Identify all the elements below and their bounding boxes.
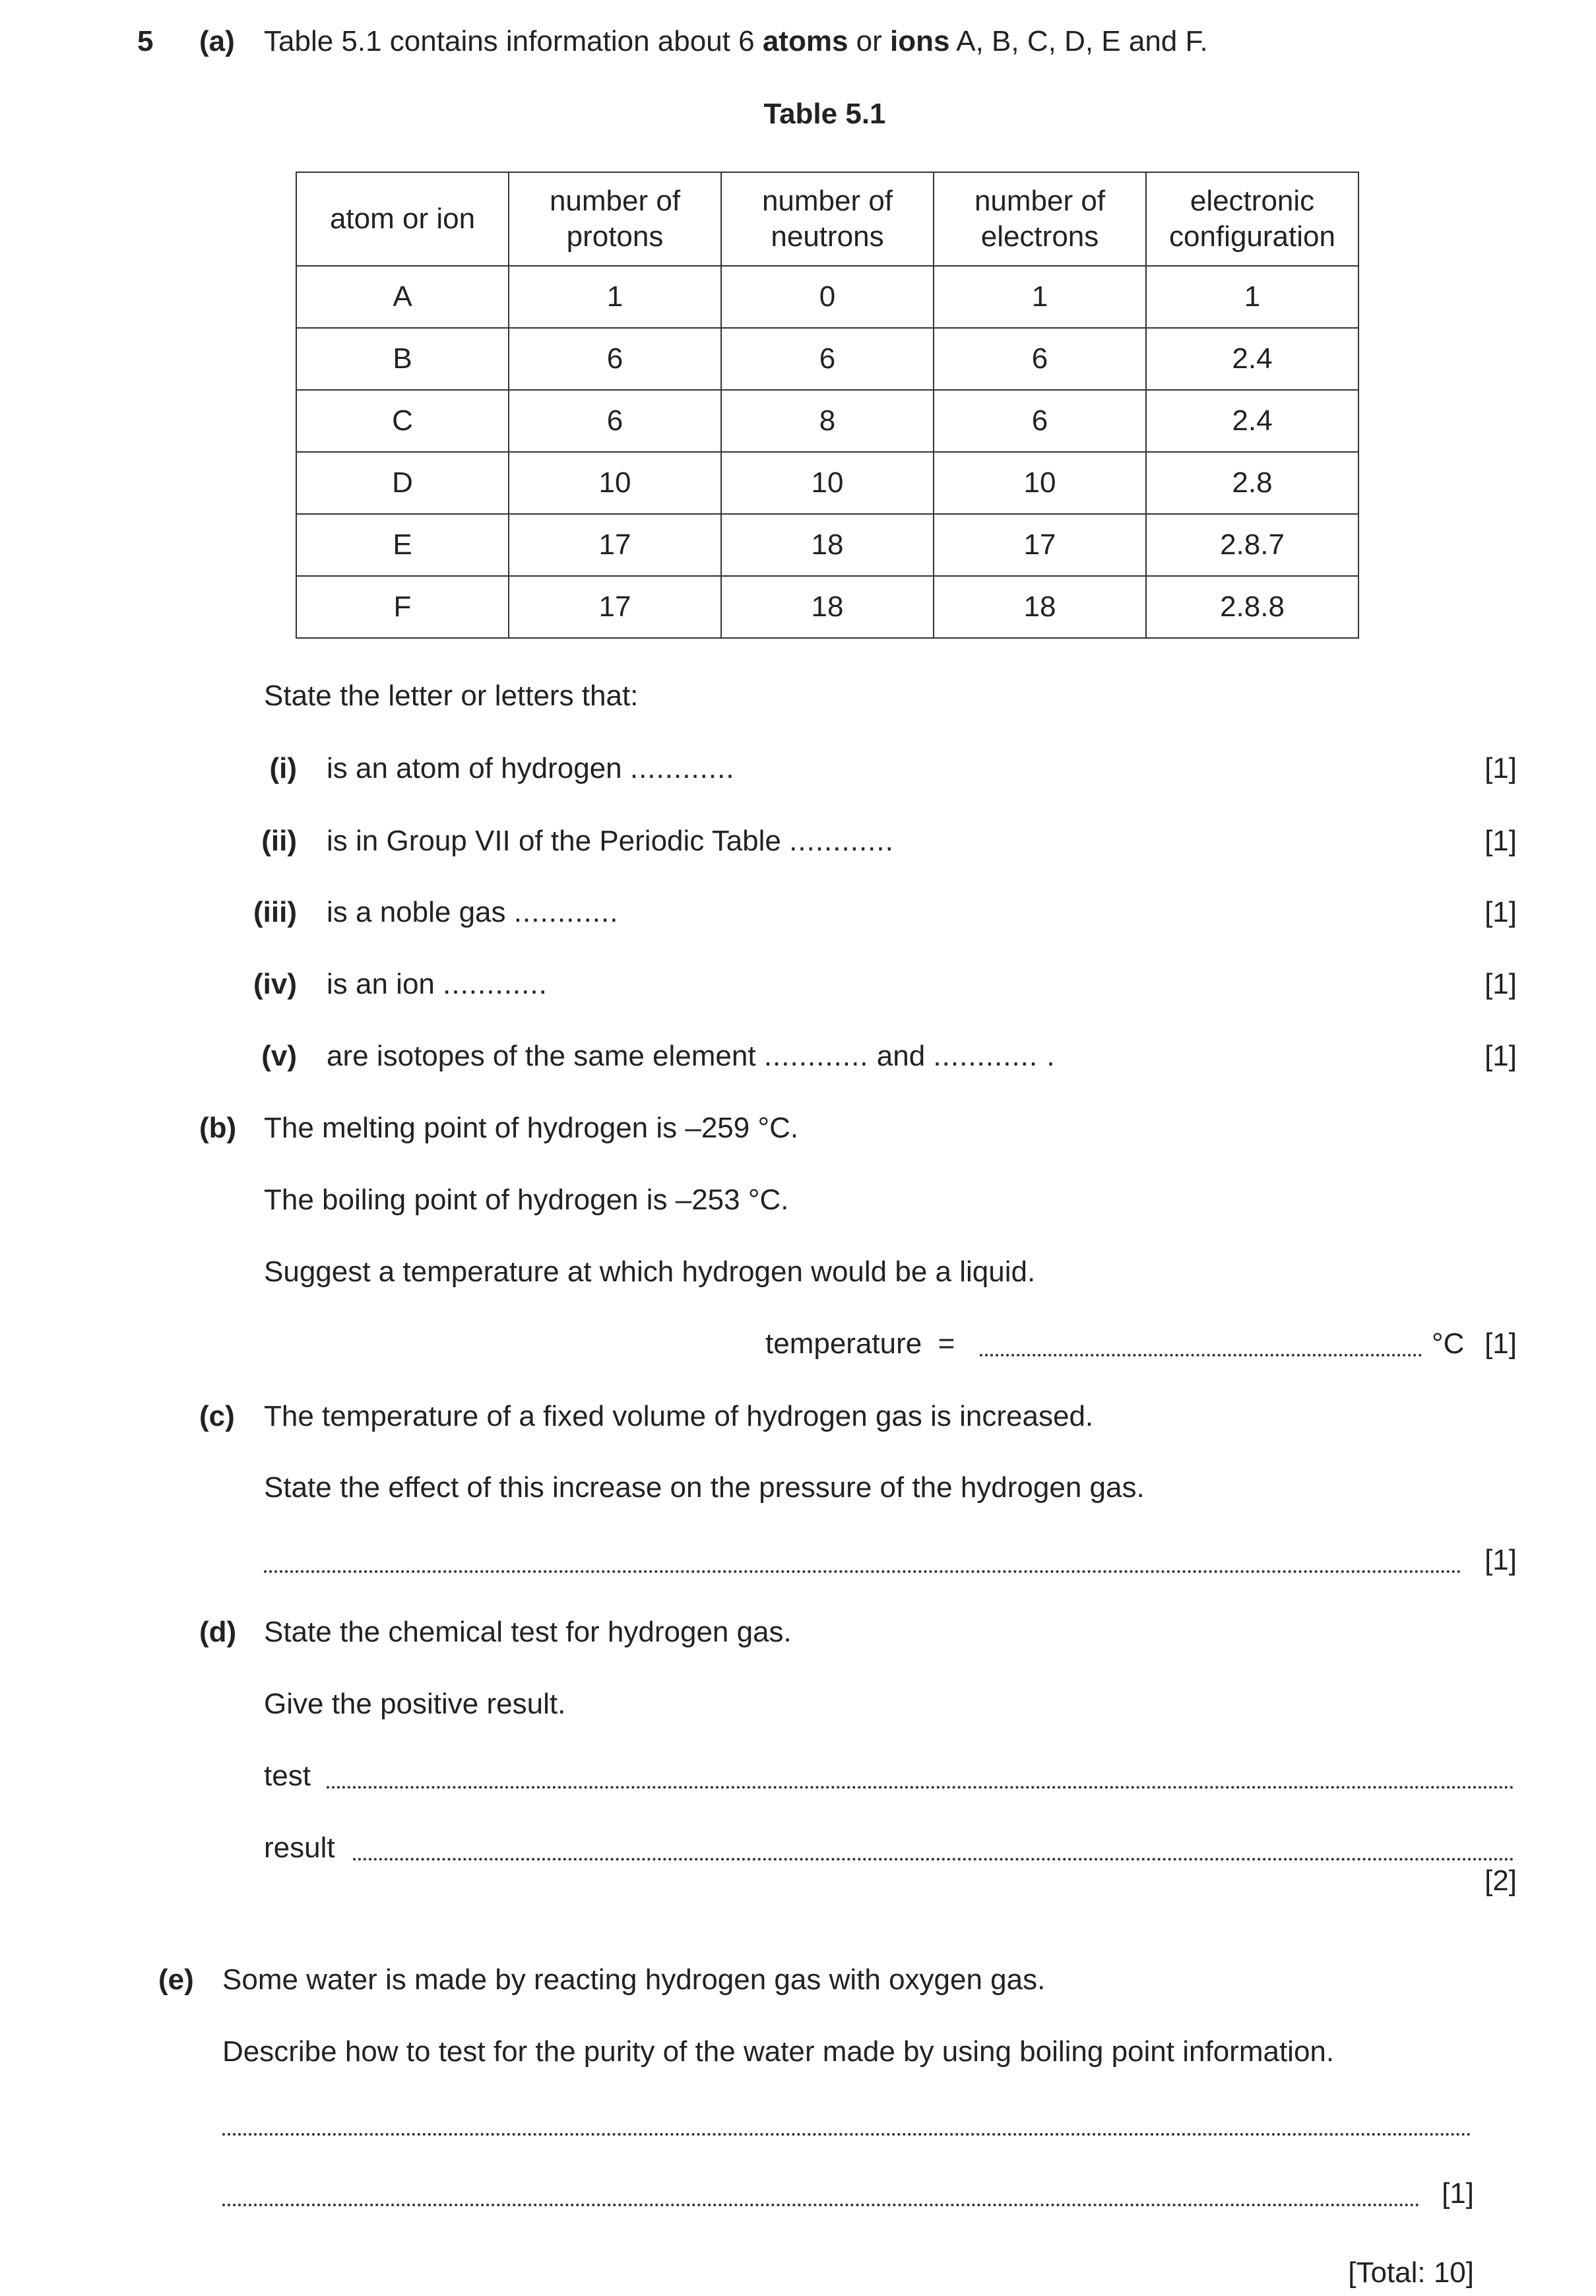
- total-marks: [Total: 10]: [1348, 2256, 1474, 2289]
- table-cell: A: [296, 266, 509, 328]
- result-answer-line[interactable]: [353, 1858, 1514, 1861]
- table-row: [296, 576, 1358, 638]
- part-i-label: (i): [269, 752, 297, 784]
- part-text: are isotopes of the same element: [327, 1040, 756, 1072]
- mark-i: [1]: [1484, 752, 1517, 784]
- unit-celsius: °C: [1432, 1327, 1465, 1360]
- table-row: [296, 452, 1358, 514]
- header-text: number of electrons: [974, 185, 1106, 253]
- temperature-answer-line[interactable]: [980, 1354, 1422, 1356]
- table-cell: E: [296, 514, 509, 576]
- part-d-label: (d): [199, 1616, 237, 1648]
- table-cell: 2.8.7: [1146, 514, 1358, 576]
- mark-v: [1]: [1484, 1040, 1517, 1072]
- part-b-line1: The melting point of hydrogen is –259 °C.: [264, 1112, 799, 1144]
- table-cell: 6: [509, 328, 721, 390]
- table-cell: 6: [934, 390, 1146, 452]
- answer-line-c[interactable]: [264, 1570, 1461, 1573]
- part-text: is an ion: [327, 968, 435, 1000]
- table-cell: 18: [721, 576, 934, 638]
- intro-bold-atoms: atoms: [762, 25, 848, 57]
- answer-line-e-1[interactable]: [222, 2133, 1471, 2136]
- table-cell: 6: [509, 390, 721, 452]
- and-text: and: [876, 1040, 926, 1072]
- mark-iv: [1]: [1484, 968, 1517, 1000]
- part-c-line2: State the effect of this increase on the pressure of the hydrogen gas.: [264, 1471, 1145, 1504]
- part-text: is in Group VII of the Periodic Table: [327, 825, 781, 857]
- table-cell: 8: [721, 390, 934, 452]
- table-header: [934, 172, 1146, 266]
- part-iii-label: (iii): [253, 896, 297, 928]
- mark-ii: [1]: [1484, 825, 1517, 857]
- answer-line-e-2[interactable]: [222, 2204, 1420, 2206]
- state-prompt: State the letter or letters that:: [264, 680, 639, 712]
- part-c-line1: The temperature of a fixed volume of hydrogen gas is increased.: [264, 1400, 1094, 1432]
- table-cell: F: [296, 576, 509, 638]
- part-v-label: (v): [261, 1040, 297, 1072]
- table-5-1: [296, 172, 1359, 639]
- part-v-text: [327, 1040, 1056, 1073]
- table-cell: 0: [721, 266, 934, 328]
- answer-blank[interactable]: ............: [789, 825, 894, 857]
- part-iv-label: (iv): [253, 968, 297, 1000]
- table-cell: 10: [721, 452, 934, 514]
- table-cell: 6: [721, 328, 934, 390]
- answer-blank[interactable]: ............: [513, 896, 619, 928]
- table-header: atom or ion: [296, 172, 509, 266]
- question-number: 5: [137, 25, 154, 57]
- table-cell: 2.8: [1146, 452, 1358, 514]
- intro-bold-ions: ions: [890, 25, 950, 57]
- part-b-line2: The boiling point of hydrogen is –253 °C.: [264, 1184, 789, 1216]
- table-cell: C: [296, 390, 509, 452]
- table-cell: 10: [934, 452, 1146, 514]
- mark-iii: [1]: [1484, 896, 1517, 928]
- table-header-row: [296, 172, 1358, 266]
- part-e-line2: Describe how to test for the purity of the water made by using boiling point information.: [222, 2035, 1335, 2068]
- part-b-line3: Suggest a temperature at which hydrogen would be a liquid.: [264, 1256, 1036, 1288]
- table-cell: 6: [934, 328, 1146, 390]
- table-title: Table 5.1: [763, 98, 886, 130]
- answer-blank[interactable]: ............: [443, 968, 548, 1000]
- result-label: result: [264, 1832, 335, 1864]
- temperature-label: temperature =: [765, 1327, 955, 1360]
- table-row: [296, 266, 1358, 328]
- table-header: [721, 172, 934, 266]
- table-cell: 17: [509, 514, 721, 576]
- table-cell: 10: [509, 452, 721, 514]
- mark-e: [1]: [1442, 2177, 1474, 2210]
- part-i-text: [327, 752, 735, 785]
- part-a-intro: [264, 25, 1208, 58]
- part-e-line1: Some water is made by reacting hydrogen gas with oxygen gas.: [222, 1963, 1046, 1996]
- part-c-label: (c): [199, 1400, 235, 1432]
- part-a-label: (a): [199, 25, 235, 57]
- intro-text: A, B, C, D, E and F.: [949, 25, 1208, 57]
- table-row: [296, 514, 1358, 576]
- table-cell: 2.4: [1146, 328, 1358, 390]
- table-row: [296, 390, 1358, 452]
- test-label: test: [264, 1760, 311, 1792]
- table-header: [509, 172, 721, 266]
- part-d-line2: Give the positive result.: [264, 1688, 566, 1720]
- table-header: [1146, 172, 1358, 266]
- header-text: number of protons: [549, 185, 681, 253]
- header-text: number of neutrons: [761, 185, 893, 253]
- intro-text: Table 5.1 contains information about 6: [264, 25, 763, 57]
- intro-text: or: [848, 25, 890, 57]
- part-text: is an atom of hydrogen: [327, 752, 622, 784]
- answer-blank[interactable]: ............: [629, 752, 735, 784]
- test-answer-line[interactable]: [327, 1786, 1514, 1789]
- answer-blank[interactable]: ............: [763, 1040, 869, 1072]
- part-iii-text: [327, 896, 618, 929]
- table-cell: 18: [721, 514, 934, 576]
- part-text: is a noble gas: [327, 896, 506, 928]
- part-ii-label: (ii): [261, 825, 297, 857]
- table-cell: 17: [934, 514, 1146, 576]
- table-cell: 1: [1146, 266, 1358, 328]
- table-cell: D: [296, 452, 509, 514]
- mark-c: [1]: [1484, 1544, 1517, 1576]
- header-text: electronic configuration: [1169, 185, 1335, 253]
- part-d-line1: State the chemical test for hydrogen gas.: [264, 1616, 792, 1648]
- table-row: [296, 328, 1358, 390]
- table-cell: 1: [934, 266, 1146, 328]
- answer-blank[interactable]: ............ .: [933, 1040, 1056, 1072]
- table-cell: B: [296, 328, 509, 390]
- part-e-label: (e): [158, 1963, 194, 1996]
- table-cell: 18: [934, 576, 1146, 638]
- mark-d: [2]: [1484, 1865, 1517, 1897]
- part-ii-text: [327, 825, 894, 858]
- table-cell: 2.8.8: [1146, 576, 1358, 638]
- part-b-label: (b): [199, 1112, 237, 1144]
- table-cell: 2.4: [1146, 390, 1358, 452]
- mark-b: [1]: [1484, 1327, 1517, 1360]
- table-cell: 17: [509, 576, 721, 638]
- table-cell: 1: [509, 266, 721, 328]
- part-iv-text: [327, 968, 548, 1001]
